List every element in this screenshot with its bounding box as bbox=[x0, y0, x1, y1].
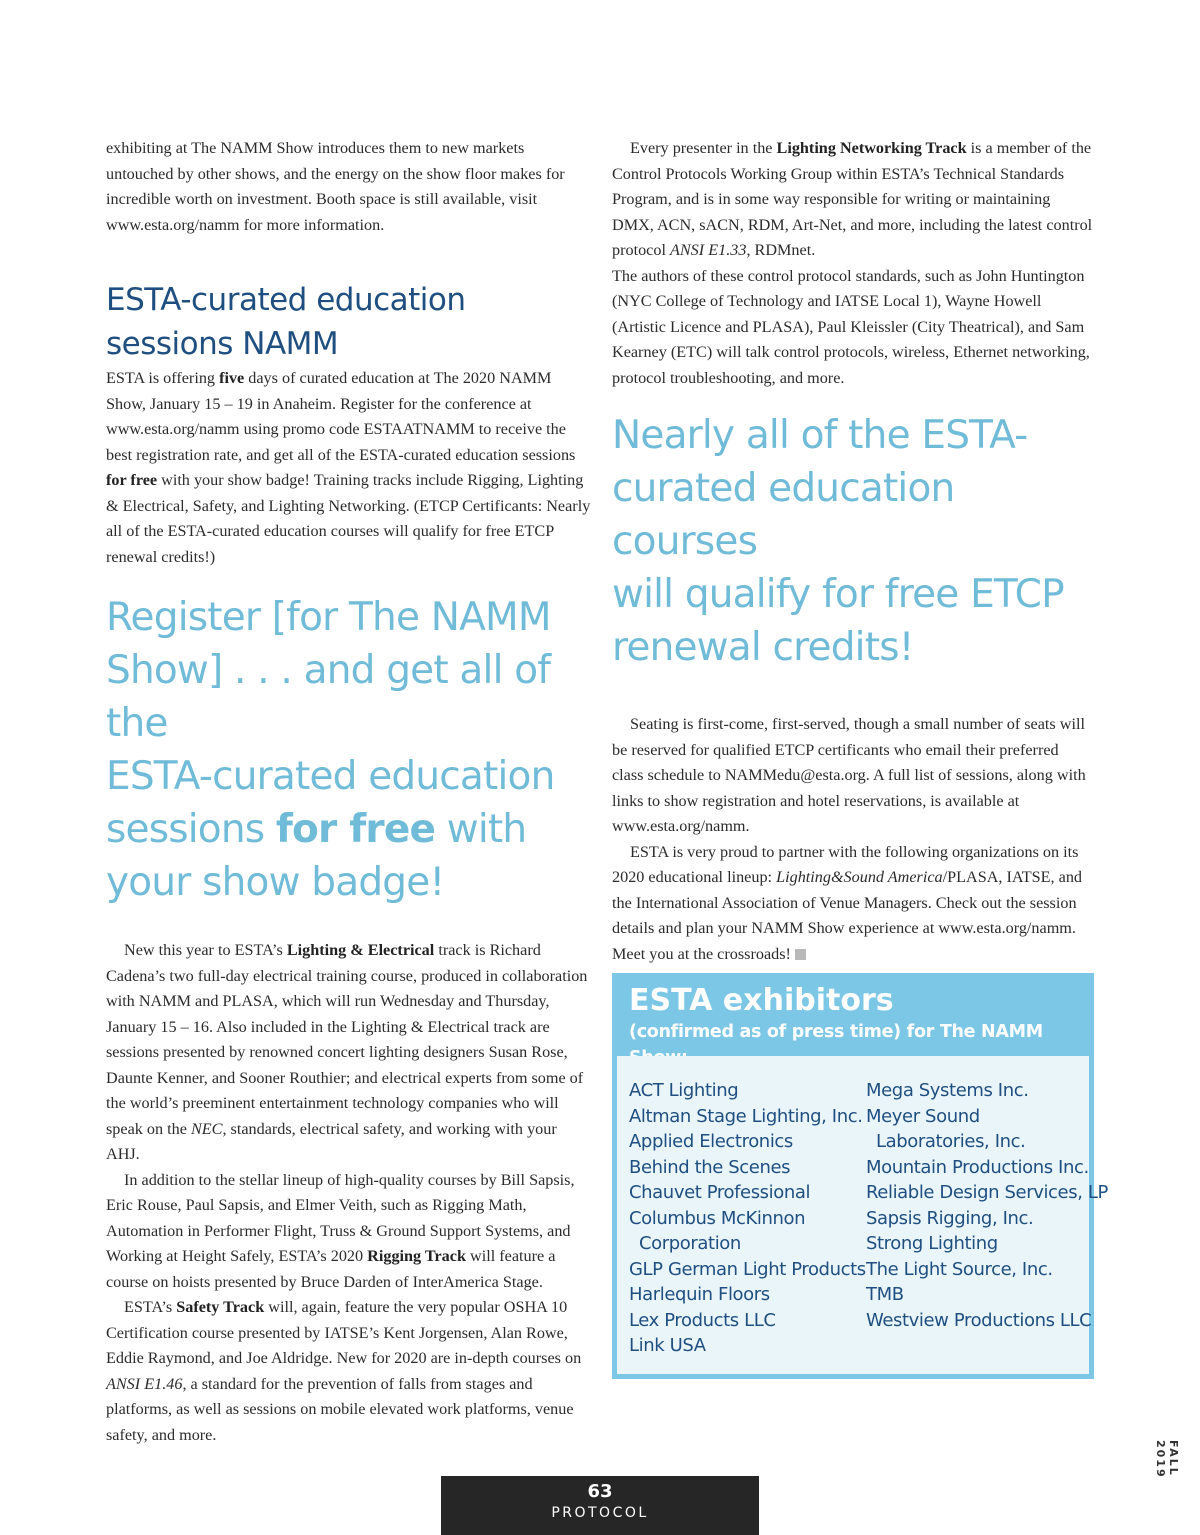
exhibitor-item: Sapsis Rigging, Inc. bbox=[866, 1207, 1034, 1229]
exhibitor-item: Columbus McKinnon bbox=[629, 1207, 806, 1229]
exhibitors-list-panel bbox=[617, 1056, 1108, 1374]
safety-paragraph: ESTA’s Safety Track will, again, feature the very popular OSHA 10 Certification course presented by IATSE’s Kent Jorgensen, Alan Rowe, Eddie Raymond, and Joe Aldridge. New for 2020 are in-depth courses on ANSI E1.46, a standard for the prevention of falls from stages and platforms, as well as sessions on mobile elevated work platforms, venue safety, and more. bbox=[106, 1298, 582, 1444]
intro-paragraph: exhibiting at The NAMM Show introduces them to new markets untouched by other shows, and the energy on the show floor makes for incredible worth on investment. Booth space is still available, visit www.esta.org/namm for more information. bbox=[106, 139, 565, 234]
exhibitors-list-column-2 bbox=[866, 1078, 1108, 1333]
exhibitor-item: Chauvet Professional bbox=[629, 1182, 811, 1203]
lighting-electrical-paragraph: New this year to ESTA’s Lighting & Electrical track is Richard Cadena’s two full-day electrical training course, produced in collaboration with NAMM and PLASA, which will run Wednesday and Thursday, January 15 – 16. Also included in the Lighting & Electrical track are sessions presented by renowned concert lighting designers Susan Rose, Daunte Kenner, and Sooner Routhier; and electrical experts from some of the world’s preeminent entertainment technology companies who will speak on the NEC, standards, electrical safety, and working with your AHJ. bbox=[106, 941, 588, 1163]
pull-quote-etcp: Nearly all of the ESTA- curated education courses will qualify for free ETCP renewal credits! bbox=[612, 413, 1064, 670]
exhibitor-item: GLP German Light Products bbox=[629, 1258, 866, 1280]
exhibitor-item: Applied Electronics bbox=[629, 1131, 793, 1152]
pull-quote-register: Register [for The NAMM Show] . . . and get all of the ESTA-curated education sessions for free with your show badge! bbox=[106, 595, 555, 905]
exhibitor-item-continued: Corporation bbox=[639, 1233, 741, 1254]
exhibitor-item: Strong Lighting bbox=[866, 1233, 998, 1254]
section-heading-line-2: sessions NAMM bbox=[106, 326, 339, 362]
page-footer bbox=[441, 1476, 759, 1535]
page-number: 63 bbox=[587, 1481, 613, 1502]
exhibitor-item: Behind the Scenes bbox=[629, 1156, 791, 1178]
exhibitor-item: Harlequin Floors bbox=[629, 1284, 770, 1305]
exhibitors-box bbox=[612, 973, 1108, 1379]
exhibitor-item: TMB bbox=[866, 1284, 904, 1305]
partners-paragraph: ESTA is very proud to partner with the following organizations on its 2020 educational lineup: Lighting&Sound America/PLASA, IATSE, and the International Association of Venue Managers. Check out the session details and plan your NAMM Show experience at www.esta.org/namm. Meet you at the crossroads! bbox=[612, 842, 1083, 963]
networking-paragraph: Every presenter in the Lighting Networking Track is a member of the Control Protocols Working Group within ESTA’s Technical Standards Program, and is in some way responsible for writing or maintaining DMX, ACN, sACN, RDM, Art-Net, and more, including the latest control protocol ANSI E1.33, RDMnet. bbox=[612, 139, 1093, 259]
exhibitor-item: Mountain Productions Inc. bbox=[866, 1156, 1089, 1178]
exhibitor-item: Lex Products LLC bbox=[629, 1309, 776, 1331]
exhibitor-item: The Light Source, Inc. bbox=[866, 1258, 1053, 1280]
section-heading bbox=[106, 278, 592, 366]
left-column bbox=[106, 136, 592, 1448]
end-of-article-mark bbox=[795, 949, 806, 960]
exhibitors-list-column-1 bbox=[629, 1078, 866, 1359]
right-column bbox=[612, 136, 1094, 967]
publication-name: PROTOCOL bbox=[551, 1505, 649, 1521]
seating-paragraph: Seating is first-come, first-served, though a small number of seats will be reserved for qualified ETCP certificants who email their preferred class schedule to NAMMedu@esta.org. A full list of sessions, along with links to show registration and hotel reservations, is available at www.esta.org/namm. bbox=[612, 715, 1086, 835]
exhibitor-item: Meyer Sound bbox=[866, 1105, 980, 1127]
exhibitor-item: Westview Productions LLC bbox=[866, 1309, 1092, 1331]
offer-paragraph: ESTA is offering five days of curated education at The 2020 NAMM Show, January 15 – 19 in Anaheim. Register for the conference at www.esta.org/namm using promo code ESTAATNAMM to receive the best registration rate, and get all of the ESTA-curated education sessions for free with your show badge! Training tracks include Rigging, Lighting & Electrical, Safety, and Lighting Networking. (ETCP Certificants: Nearly all of the ESTA-curated education courses will qualify for free ETCP renewal credits!) bbox=[106, 369, 591, 566]
issue-season: FALL 2019 bbox=[1154, 1440, 1180, 1479]
exhibitor-item: Reliable Design Services, LP bbox=[866, 1182, 1108, 1203]
exhibitor-item: Mega Systems Inc. bbox=[866, 1080, 1029, 1101]
authors-paragraph: The authors of these control protocol standards, such as John Huntington (NYC College of Technology and IATSE Local 1), Wayne Howell (Artistic Licence and PLASA), Paul Kleissler (City Theatrical), and Sam Kearney (ETC) will talk control protocols, wireless, Ethernet networking, protocol troubleshooting, and more. bbox=[612, 266, 1090, 387]
exhibitors-title: ESTA exhibitors bbox=[629, 983, 894, 1018]
exhibitor-item: Link USA bbox=[629, 1335, 706, 1356]
exhibitors-subtitle: (confirmed as of press time) for The NAMM bbox=[629, 1022, 1043, 1042]
exhibitor-item-continued: Laboratories, Inc. bbox=[876, 1131, 1026, 1152]
exhibitor-item: Altman Stage Lighting, Inc. bbox=[629, 1105, 863, 1127]
exhibitor-item: ACT Lighting bbox=[629, 1080, 739, 1101]
rigging-paragraph: In addition to the stellar lineup of high-quality courses by Bill Sapsis, Eric Rouse, Paul Sapsis, and Elmer Veith, such as Rigging Math, Automation in Performer Flight, Truss & Ground Support Systems, and Working at Height Safely, ESTA’s 2020 Rigging Track will feature a course on hoists presented by Bruce Darden of InterAmerica Stage. bbox=[106, 1170, 575, 1291]
section-heading-line-1: ESTA-curated education bbox=[106, 282, 466, 318]
